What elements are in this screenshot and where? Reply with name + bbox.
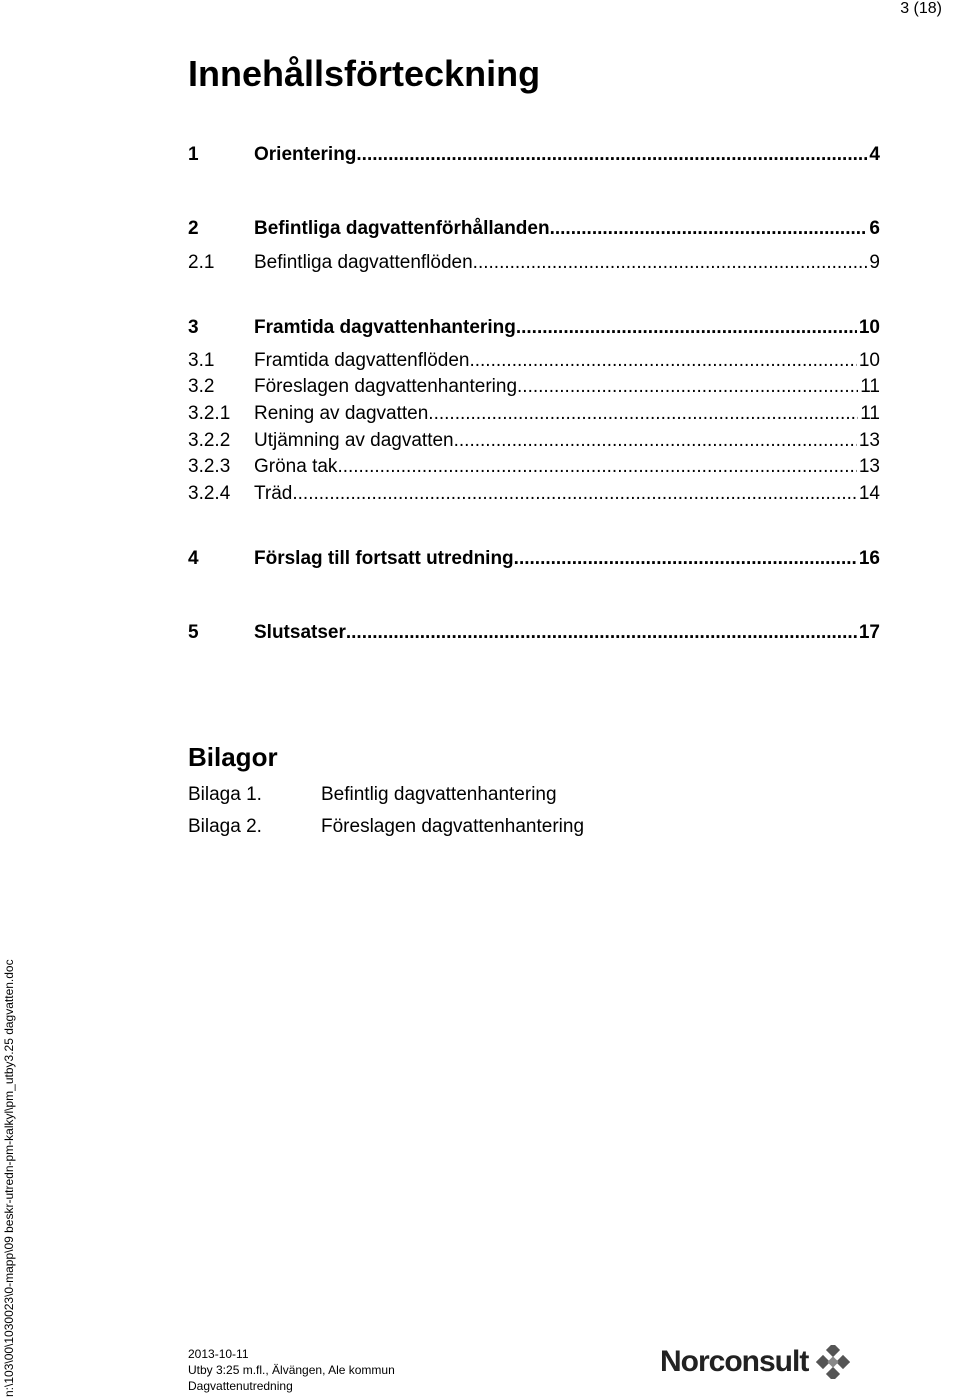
appendix-title: Bilagor xyxy=(188,742,278,772)
toc-leader-dots xyxy=(356,144,867,166)
toc-entry-5[interactable] xyxy=(188,620,880,644)
toc-text: Framtida dagvattenflöden xyxy=(254,350,470,371)
toc-leader-dots xyxy=(517,376,858,398)
toc-number: 4 xyxy=(188,548,199,569)
toc-title: Innehållsförteckning xyxy=(188,53,541,94)
toc-text: Gröna tak xyxy=(254,456,338,477)
toc-page-number: 6 xyxy=(869,218,880,239)
toc-number: 2 xyxy=(188,218,199,239)
toc-number: 3.2.3 xyxy=(188,456,231,477)
toc-text: Rening av dagvatten xyxy=(254,403,429,424)
toc-text: Förslag till fortsatt utredning xyxy=(254,548,514,569)
toc-leader-dots xyxy=(469,350,856,372)
toc-number: 3 xyxy=(188,317,199,338)
toc-entry-3-1[interactable] xyxy=(188,348,880,372)
toc-entry-3-2-3[interactable] xyxy=(188,454,880,478)
toc-page-number: 13 xyxy=(858,430,880,451)
toc-number: 3.2.2 xyxy=(188,430,231,451)
toc-text: Slutsatser xyxy=(254,622,346,643)
toc-entry-3-2-1[interactable] xyxy=(188,401,880,425)
toc-number: 5 xyxy=(188,622,199,643)
toc-number: 2.1 xyxy=(188,252,215,273)
toc-page-number: 4 xyxy=(869,144,880,165)
toc-entry-3-2-2[interactable] xyxy=(188,428,880,452)
toc-text: Befintliga dagvattenförhållanden xyxy=(254,218,550,239)
diamond-logo-icon xyxy=(816,1345,850,1379)
toc-text: Befintliga dagvattenflöden xyxy=(254,252,473,273)
logo-text: Norconsult xyxy=(660,1345,809,1378)
page-number: 3 (18) xyxy=(900,0,942,17)
appendix-entry-2 xyxy=(188,815,584,839)
toc-page-number: 17 xyxy=(858,622,880,643)
toc-text: Orientering xyxy=(254,144,357,165)
toc-entry-1[interactable] xyxy=(188,142,880,166)
toc-leader-dots xyxy=(473,252,868,274)
toc-number: 1 xyxy=(188,144,199,165)
file-path-margin-text: n:\103\00\1030023\0-mapp\09 beskr-utredn-pm-kalkyl\pm_utby3.25 dagvatten.doc xyxy=(2,959,16,1397)
toc-leader-dots xyxy=(514,548,857,570)
toc-page-number: 9 xyxy=(869,252,880,273)
toc-page-number: 14 xyxy=(858,483,880,504)
footer xyxy=(188,1346,395,1394)
toc-text: Utjämning av dagvatten xyxy=(254,430,454,451)
appendix-text: Föreslagen dagvattenhantering xyxy=(321,816,585,837)
norconsult-logo xyxy=(660,1344,850,1380)
footer-doc-type: Dagvattenutredning xyxy=(188,1379,293,1393)
toc-number: 3.1 xyxy=(188,350,215,371)
toc-text: Framtida dagvattenhantering xyxy=(254,317,516,338)
footer-location: Utby 3:25 m.fl., Älvängen, Ale kommun xyxy=(188,1363,395,1377)
toc-page-number: 11 xyxy=(860,376,880,397)
toc-number: 3.2 xyxy=(188,376,215,397)
toc-text: Föreslagen dagvattenhantering xyxy=(254,376,518,397)
toc-leader-dots xyxy=(428,403,858,425)
toc-page-number: 13 xyxy=(858,456,880,477)
toc-text: Träd xyxy=(254,483,293,504)
toc-leader-dots xyxy=(516,317,857,339)
toc-leader-dots xyxy=(454,430,857,452)
toc-number: 3.2.1 xyxy=(188,403,231,424)
appendix-text: Befintlig dagvattenhantering xyxy=(321,784,557,805)
toc-entry-3-2[interactable] xyxy=(188,374,880,398)
toc-page-number: 10 xyxy=(858,350,880,371)
toc-page-number: 11 xyxy=(860,403,880,424)
toc-leader-dots xyxy=(337,456,856,478)
toc-entry-3-2-4[interactable] xyxy=(188,481,880,505)
toc-page-number: 10 xyxy=(858,317,880,338)
toc-entry-2[interactable] xyxy=(188,216,880,240)
toc-entry-2-1[interactable] xyxy=(188,250,880,274)
footer-date: 2013-10-11 xyxy=(188,1347,249,1361)
toc-leader-dots xyxy=(346,622,857,644)
toc-entry-4[interactable] xyxy=(188,546,880,570)
appendix-entry-1 xyxy=(188,783,557,807)
toc-entry-3[interactable] xyxy=(188,315,880,339)
toc-leader-dots xyxy=(550,218,868,240)
toc-leader-dots xyxy=(292,483,856,505)
appendix-label: Bilaga 1. xyxy=(188,784,262,805)
toc-page-number: 16 xyxy=(858,548,880,569)
appendix-label: Bilaga 2. xyxy=(188,816,262,837)
toc-number: 3.2.4 xyxy=(188,483,231,504)
